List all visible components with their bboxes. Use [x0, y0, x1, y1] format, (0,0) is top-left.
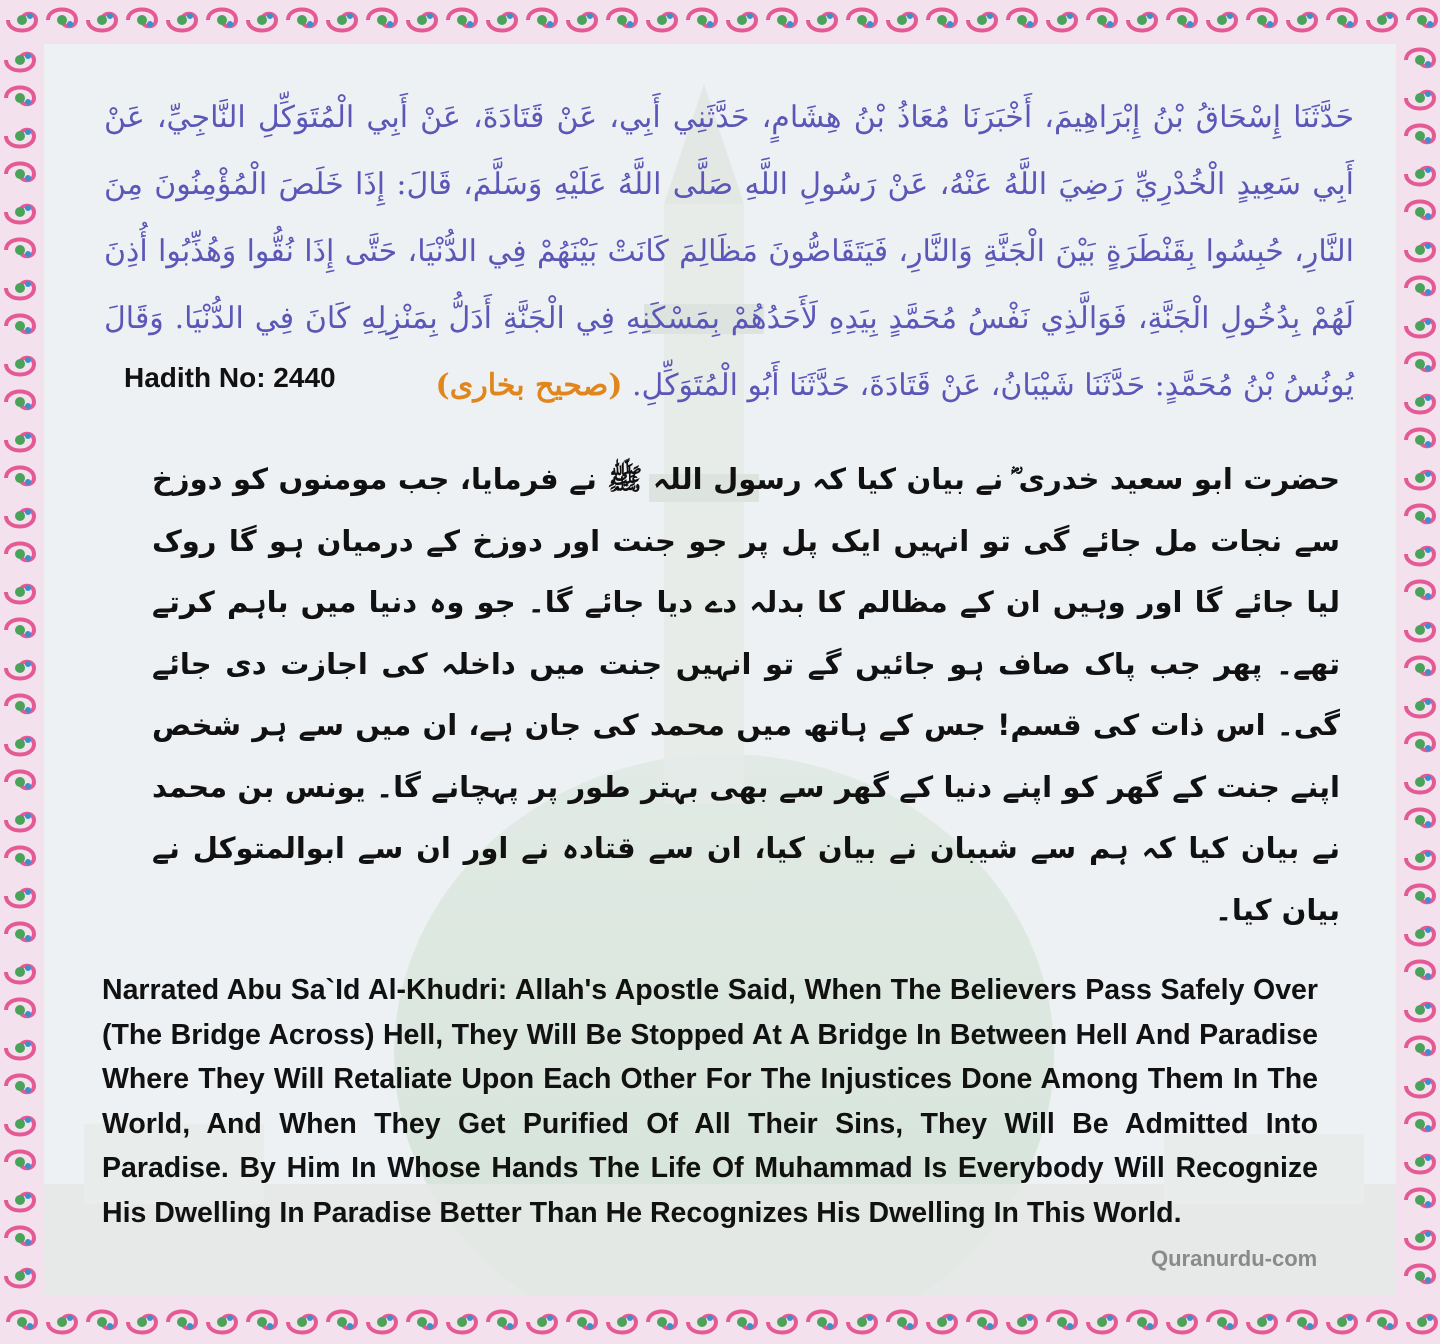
english-translation: Narrated Abu Sa`Id Al-Khudri: Allah's Apostle Said, When The Believers Pass Safely Over (The Bridge Across) Hell, They Will Be Stopped At A Bridge In Between Hell And Paradise Where They Will Retaliate Upon Each Other For The Injustices Done Among Them In The World, And When They Get Purified Of All Their Sins, They Will Be Admitted Into Paradise. By Him In Whose Hands The Life Of Muhammad Is Everybody Will Recognize His Dwelling In Paradise Better Than He Recognizes His Dwelling In This World.: [102, 974, 1318, 1229]
site-watermark: Quranurdu-com: [1151, 1246, 1318, 1271]
ornamental-border-top: [0, 0, 1440, 40]
ornament-pattern: [0, 1300, 1440, 1344]
arabic-hadith-text: حَدَّثَنَا إِسْحَاقُ بْنُ إِبْرَاهِيمَ، أَخْبَرَنَا مُعَاذُ بْنُ هِشَامٍ، حَدَّثَنِي أَبِي، عَنْ قَتَادَةَ، عَنْ أَبِي الْمُتَوَكِّلِ النَّاجِيِّ، عَنْ أَبِي سَعِيدٍ الْخُدْرِيِّ رَضِيَ اللَّهُ عَنْهُ، عَنْ رَسُولِ اللَّهِ صَلَّى اللَّهُ عَلَيْهِ وَسَلَّمَ، قَالَ: إِذَا خَلَصَ الْمُؤْمِنُونَ مِنَ النَّارِ، حُبِسُوا بِقَنْطَرَةٍ بَيْنَ الْجَنَّةِ وَالنَّارِ، فَيَتَقَاصُّونَ مَظَالِمَ كَانَتْ بَيْنَهُمْ فِي الدُّنْيَا، حَتَّى إِذَا نُقُّوا وَهُذِّبُوا أُذِنَ لَهُمْ بِدُخُولِ الْجَنَّةِ، فَوَالَّذِي نَفْسُ مُحَمَّدٍ بِيَدِهِ لَأَحَدُهُمْ بِمَسْكَنِهِ فِي الْجَنَّةِ أَدَلُّ بِمَنْزِلِهِ كَانَ فِي الدُّنْيَا. وَقَالَ يُونُسُ بْنُ مُحَمَّدٍ: حَدَّثَنَا شَيْبَانُ، عَنْ قَتَادَةَ، حَدَّثَنَا أَبُو الْمُتَوَكِّلِ. (صحیح بخاری): [104, 100, 1354, 403]
ornamental-border-left: [0, 40, 40, 1300]
content-panel: [44, 44, 1396, 1296]
ornament-pattern: [0, 0, 1440, 40]
ornament-pattern: [0, 40, 40, 1300]
urdu-translation: حضرت ابو سعید خدری ؓ نے بیان کیا کہ رسول اللہ ﷺ نے فرمایا، جب مومنوں کو دوزخ سے نجات مل جائے گی تو انہیں ایک پل پر جو جنت اور دوزخ کے درمیان ہو گا روک لیا جائے گا اور وہیں ان کے مظالم کا بدلہ دے دیا جائے گا۔ جو وہ دنیا میں باہم کرتے تھے۔ پھر جب پاک صاف ہو جائیں گے تو انہیں جنت میں داخلہ کی اجازت دی جائے گی۔ اس ذات کی قسم! جس کے ہاتھ میں محمد کی جان ہے، ان میں سے ہر شخص اپنے جنت کے گھر کو اپنے دنیا کے گھر سے بھی بہتر طور پر پہچانے گا۔ یونس بن محمد نے بیان کیا کہ ہم سے شیبان نے بیان کیا، ان سے قتادہ نے اور ان سے ابوالمتوکل نے بیان کیا۔: [152, 462, 1340, 927]
ornamental-border-right: [1400, 40, 1440, 1300]
ornament-pattern: [1400, 40, 1440, 1300]
hadith-number: Hadith No: 2440: [124, 362, 336, 393]
ornamental-border-bottom: [0, 1300, 1440, 1344]
source-label: (صحیح بخاری): [435, 368, 623, 403]
